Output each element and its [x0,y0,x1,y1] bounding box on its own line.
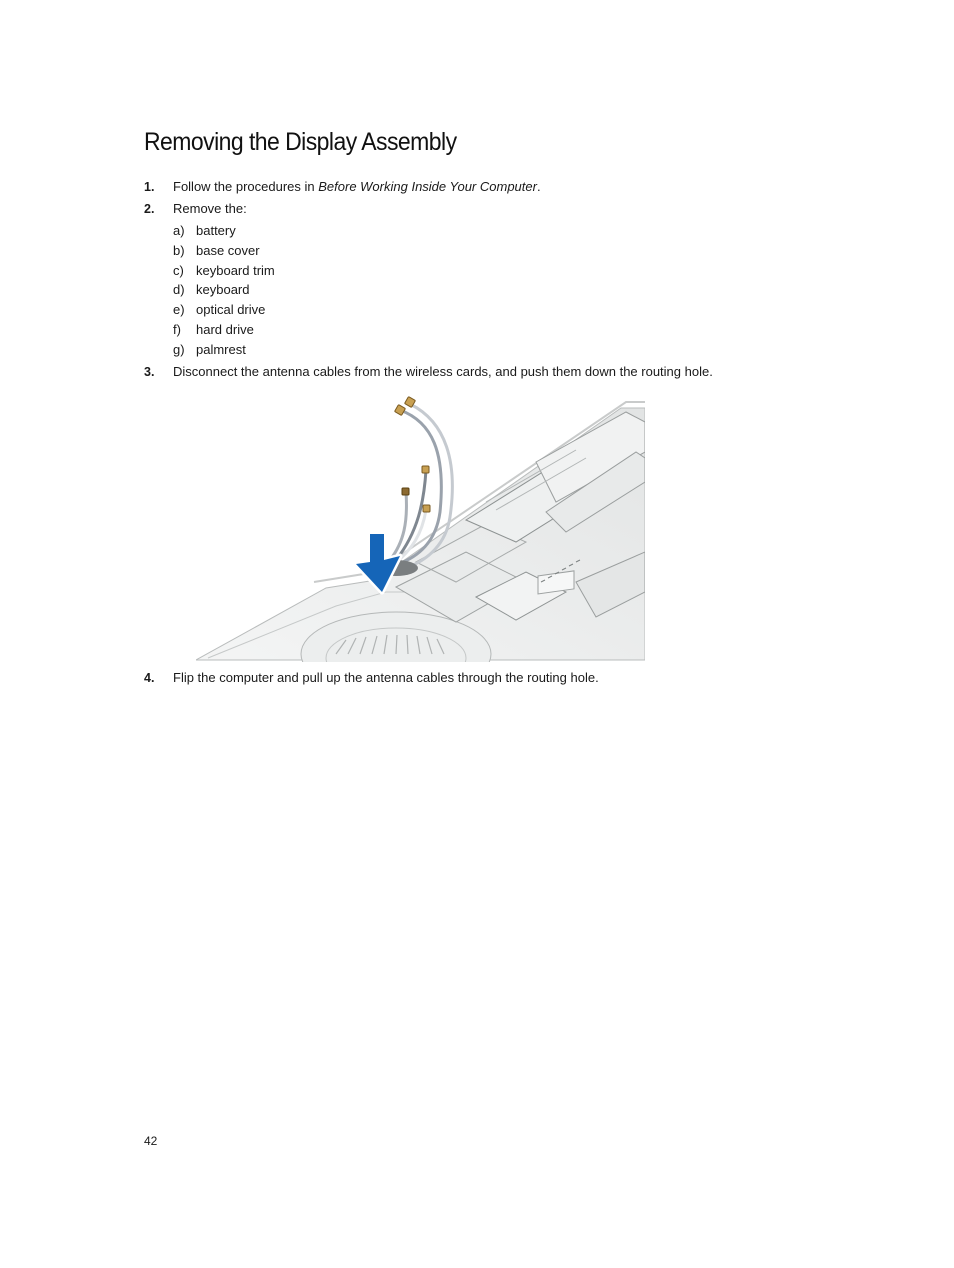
list-label: battery [196,223,236,238]
list-label: optical drive [196,302,266,318]
list-label: keyboard [196,282,250,298]
step-number: 1. [144,180,155,194]
list-label: hard drive [196,321,254,337]
step-text: Remove the: [173,201,247,216]
list-letter: f) [173,321,181,337]
step-number: 4. [144,671,155,685]
list-letter: b) [173,242,185,258]
page-title: Removing the Display Assembly [144,128,457,156]
list-label: palmrest [196,341,246,357]
step-text-suffix: . [536,179,541,194]
list-label: base cover [196,242,260,258]
step-number: 2. [144,202,155,216]
list-label: keyboard trim [196,262,275,278]
step-text-prefix: Follow the procedures in [173,179,319,194]
page-number: 42 [144,1134,158,1148]
list-letter: e) [173,302,185,318]
antenna-cable-illustration [196,392,645,662]
list-letter: g) [173,341,185,357]
step-text [173,178,541,196]
before-working-link[interactable]: Before Working Inside Your Computer [318,179,537,194]
list-letter: c) [173,262,184,278]
step-number: 3. [144,365,155,379]
step-text: Disconnect the antenna cables from the wireless cards, and push them down the routing hole. [173,364,713,379]
list-letter: d) [173,282,185,298]
list-letter: a) [173,223,185,238]
step-text: Flip the computer and pull up the antenna cables through the routing hole. [173,670,599,685]
